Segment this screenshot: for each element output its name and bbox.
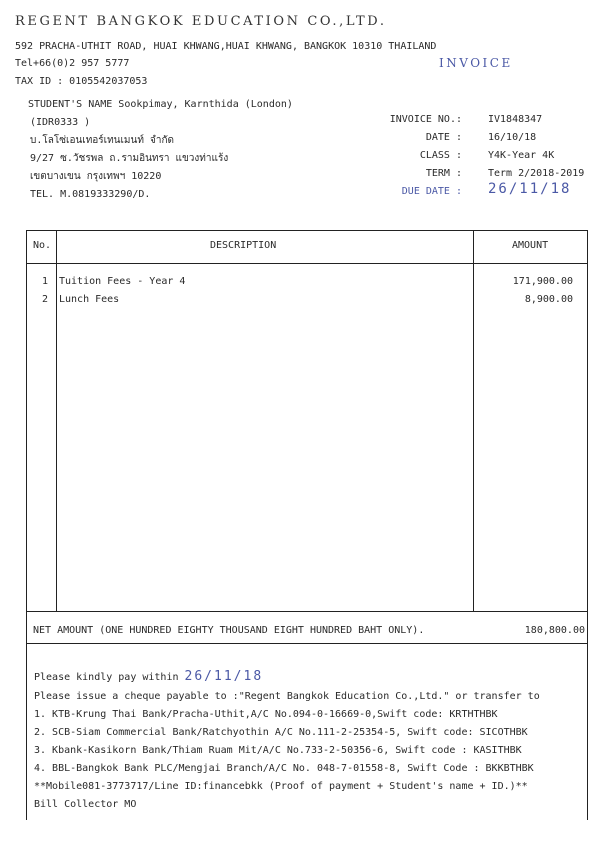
header-no: No. <box>33 240 52 251</box>
due-date-value: 26/11/18 <box>488 181 572 197</box>
invoice-table <box>26 230 588 644</box>
row-no: 1 <box>41 276 48 287</box>
net-amount-label: NET AMOUNT (ONE HUNDRED EIGHTY THOUSAND EIGHT HUNDRED BAHT ONLY). <box>33 625 425 636</box>
header-amount: AMOUNT <box>512 240 549 251</box>
company-name: REGENT BANGKOK EDUCATION CO.,LTD. <box>15 14 387 29</box>
bank-scb: 2. SCB-Siam Commercial Bank/Ratchyothin A/C No.111-2-25354-5, Swift code: SICOTHBK <box>34 727 528 738</box>
table-row <box>27 294 587 312</box>
net-divider <box>27 611 587 612</box>
company-address: 592 PRACHA-UTHIT ROAD, HUAI KHWANG,HUAI KHWANG, BANGKOK 10310 THAILAND <box>15 41 437 52</box>
row-no: 2 <box>41 294 48 305</box>
payment-instructions <box>26 644 588 820</box>
header-description: DESCRIPTION <box>210 240 277 251</box>
row-amount: 8,900.00 <box>524 294 573 305</box>
contact-note: **Mobile081-3773717/Line ID:financebkk (Proof of payment + Student's name + ID.)** <box>34 781 528 792</box>
cheque-instructions: Please issue a cheque payable to :"Regent Bangkok Education Co.,Ltd." or transfer to <box>34 691 540 702</box>
bill-to-company-line: บ.โลโซ่เอนเทอร์เทนเมนท์ จำกัด <box>30 135 174 146</box>
bill-to-block <box>28 96 293 204</box>
invoice-no-label: INVOICE NO.: <box>389 114 462 125</box>
row-description: Tuition Fees - Year 4 <box>59 276 186 287</box>
company-tax-id: TAX ID : 0105542037053 <box>15 76 148 87</box>
class-value: Y4K-Year 4K <box>488 150 555 161</box>
table-row <box>27 276 587 294</box>
bill-collector: Bill Collector MO <box>34 799 137 810</box>
bank-bbl: 4. BBL-Bangkok Bank PLC/Mengjai Branch/A/C No. 048-7-01558-8, Swift Code : BKKBTHBK <box>34 763 534 774</box>
row-amount: 171,900.00 <box>512 276 573 287</box>
company-tel: Tel+66(0)2 957 5777 <box>15 58 130 69</box>
bill-to-district-line: เขตบางเขน กรุงเทพฯ 10220 <box>30 171 162 182</box>
date-value: 16/10/18 <box>488 132 537 143</box>
bank-kbank: 3. Kbank-Kasikorn Bank/Thiam Ruam Mit/A/C No.733-2-50356-6, Swift code : KASITHBK <box>34 745 522 756</box>
header-divider <box>27 263 587 264</box>
student-id-line: (IDR0333 ) <box>30 117 91 128</box>
pay-within-line <box>34 668 263 687</box>
invoice-no-value: IV1848347 <box>488 114 543 125</box>
row-description: Lunch Fees <box>59 294 120 305</box>
student-name-line: STUDENT'S NAME Sookpimay, Karnthida (London) <box>28 99 293 110</box>
due-date-label: DUE DATE : <box>401 186 462 197</box>
term-value: Term 2/2018-2019 <box>488 168 585 179</box>
term-label: TERM : <box>425 168 462 179</box>
date-label: DATE : <box>425 132 462 143</box>
net-amount-value: 180,800.00 <box>524 625 585 636</box>
bill-to-address-line: 9/27 ซ.วัชรพล ถ.รามอินทรา แขวงท่าแร้ง <box>30 153 229 164</box>
class-label: CLASS : <box>419 150 462 161</box>
bank-ktb: 1. KTB-Krung Thai Bank/Pracha-Uthit,A/C No.094-0-16669-0,Swift code: KRTHTHBK <box>34 709 498 720</box>
invoice-title: INVOICE <box>439 56 513 70</box>
pay-within-text: Please kindly pay within <box>34 672 179 683</box>
bill-to-phone-line: TEL. M.0819333290/D. <box>30 189 151 200</box>
pay-due-date: 26/11/18 <box>184 669 264 684</box>
